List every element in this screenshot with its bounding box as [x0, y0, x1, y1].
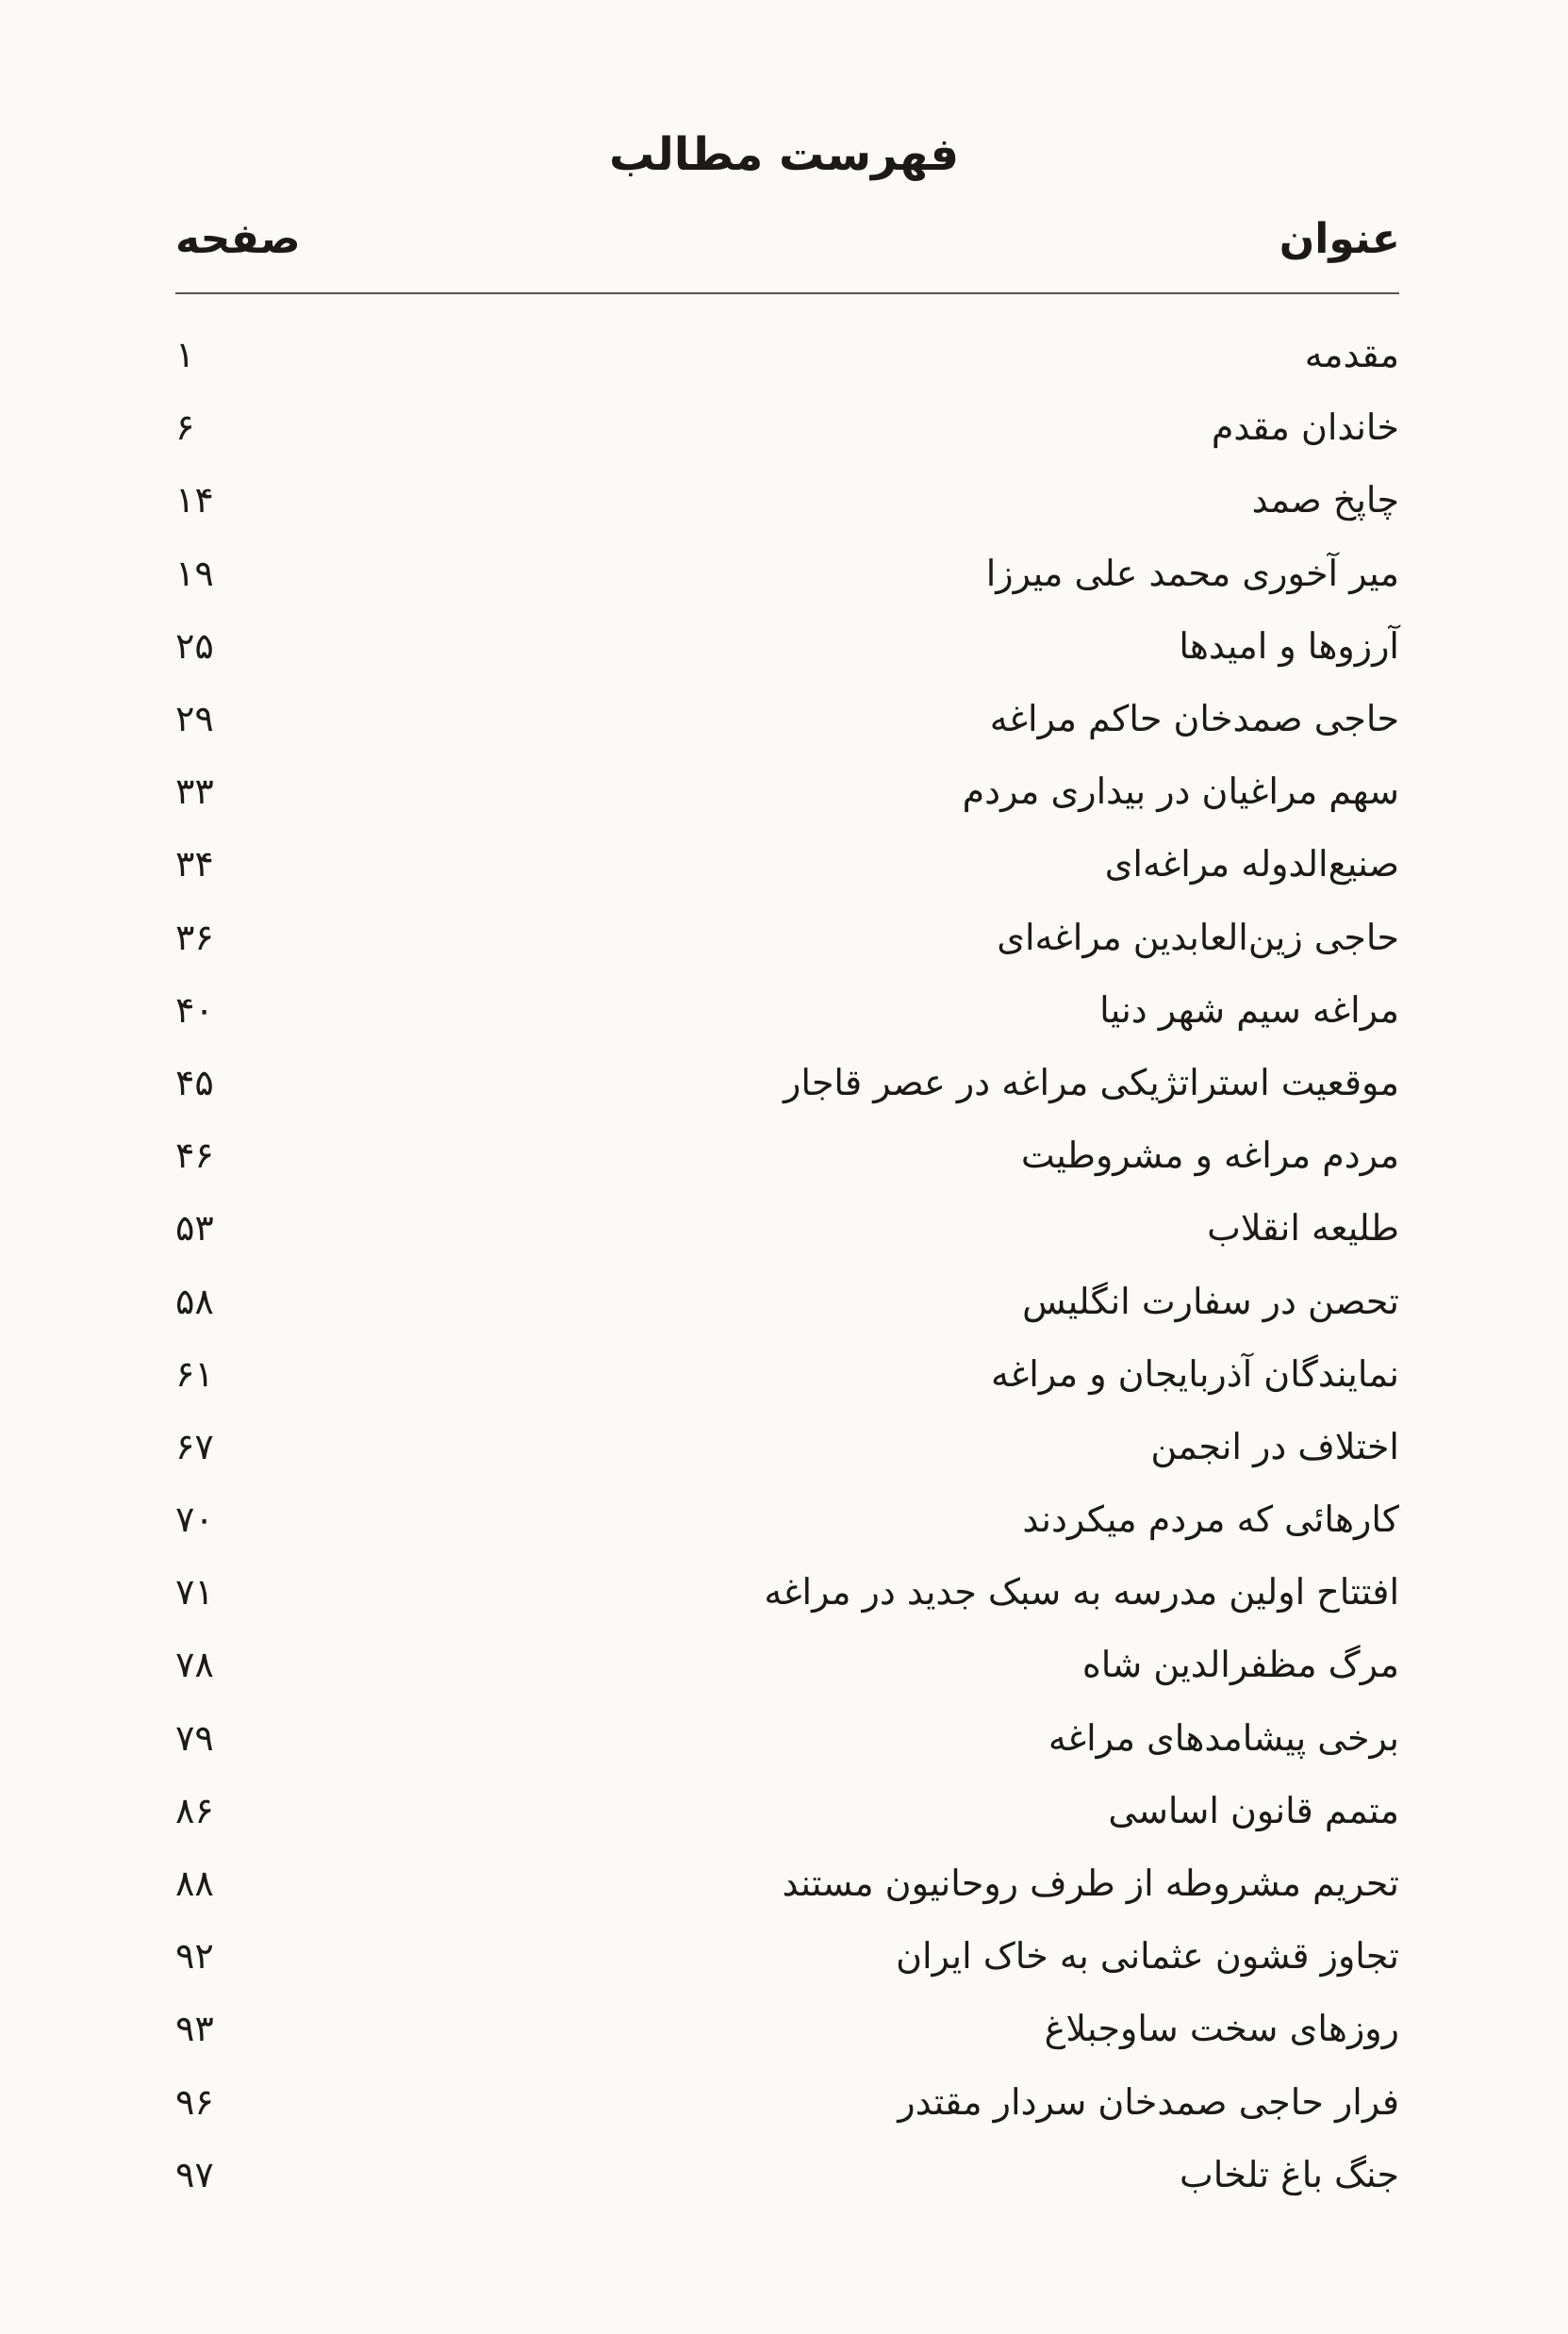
toc-entry — [175, 1993, 1399, 2065]
toc-entry-title: تحصن در سفارت انگلیس — [1022, 1280, 1399, 1322]
toc-entry — [175, 319, 1399, 391]
toc-entry-title: برخی پیشامدهای مراغه — [1048, 1716, 1399, 1759]
toc-entry-title: موقعیت استراتژیکی مراغه در عصر قاجار — [784, 1061, 1399, 1103]
toc-entry-title: حاجی صمدخان حاکم مراغه — [989, 698, 1399, 740]
toc-entry-page-number: ۳۴ — [175, 843, 214, 886]
header-divider — [175, 292, 1399, 294]
toc-entry — [175, 755, 1399, 828]
toc-entry — [175, 464, 1399, 537]
toc-entry-title: مرگ مظفرالدین شاه — [1081, 1644, 1399, 1686]
toc-entry-page-number: ۱ — [175, 334, 195, 376]
toc-entry-title: طلیعه انقلاب — [1207, 1207, 1399, 1250]
toc-entry-page-number: ۸۸ — [175, 1862, 214, 1905]
toc-entry-title: تجاوز قشون عثمانی به خاک ایران — [896, 1935, 1399, 1978]
toc-entry-page-number: ۷۸ — [175, 1644, 214, 1686]
toc-entry-page-number: ۴۰ — [175, 988, 214, 1031]
toc-entry — [175, 1920, 1399, 1993]
toc-entry-title: چاپخ صمد — [1251, 479, 1399, 521]
toc-entry-title: نمایندگان آذربایجان و مراغه — [991, 1352, 1399, 1395]
toc-entry — [175, 538, 1399, 610]
toc-entry-title: حاجی زین‌العابدین مراغه‌ای — [997, 916, 1399, 958]
toc-entry-page-number: ۷۰ — [175, 1498, 214, 1541]
column-header-title: عنوان — [1279, 215, 1400, 263]
toc-entry-page-number: ۲۹ — [175, 698, 214, 740]
toc-list — [175, 319, 1399, 2211]
toc-entry — [175, 1338, 1399, 1411]
toc-entry — [175, 1483, 1399, 1556]
toc-entry-title: مقدمه — [1304, 334, 1399, 376]
toc-entry-title: مردم مراغه و مشروطیت — [1020, 1134, 1399, 1177]
page-title: فهرست مطالب — [608, 128, 960, 181]
toc-entry-page-number: ۷۹ — [175, 1716, 214, 1759]
toc-entry — [175, 1702, 1399, 1775]
toc-entry — [175, 1556, 1399, 1629]
toc-entry — [175, 1265, 1399, 1337]
toc-entry-page-number: ۳۶ — [175, 916, 214, 958]
toc-entry-title: جنگ باغ تلخاب — [1180, 2153, 1399, 2195]
toc-entry-page-number: ۹۷ — [175, 2153, 214, 2195]
toc-entry — [175, 610, 1399, 683]
column-header-page: صفحه — [175, 215, 301, 263]
toc-entry-title: سهم مراغیان در بیداری مردم — [962, 770, 1399, 813]
toc-entry-title: فرار حاجی صمدخان سردار مقتدر — [898, 2080, 1399, 2123]
toc-entry-page-number: ۹۶ — [175, 2080, 214, 2123]
toc-entry-title: خاندان مقدم — [1211, 406, 1399, 449]
toc-entry-page-number: ۳۳ — [175, 770, 214, 813]
toc-entry — [175, 974, 1399, 1047]
toc-entry-title: مراغه سیم شهر دنیا — [1099, 988, 1399, 1031]
toc-entry — [175, 1047, 1399, 1119]
toc-entry — [175, 683, 1399, 755]
toc-entry-page-number: ۵۳ — [175, 1207, 214, 1250]
toc-entry-page-number: ۷۱ — [175, 1571, 214, 1614]
toc-entry-title: کارهائی که مردم میکردند — [1022, 1498, 1399, 1541]
toc-entry-title: روزهای سخت ساوجبلاغ — [1044, 2008, 1399, 2050]
toc-entry — [175, 1119, 1399, 1192]
toc-entry-page-number: ۶ — [175, 406, 195, 449]
toc-entry — [175, 2066, 1399, 2139]
toc-entry-title: صنیع‌الدوله مراغه‌ای — [1104, 843, 1399, 886]
toc-entry — [175, 2139, 1399, 2211]
toc-entry-title: میر آخوری محمد علی میرزا — [985, 552, 1399, 594]
toc-entry — [175, 1775, 1399, 1847]
toc-entry-page-number: ۴۶ — [175, 1134, 214, 1177]
toc-entry-title: متمم قانون اساسی — [1108, 1789, 1399, 1831]
toc-entry-page-number: ۲۵ — [175, 624, 214, 667]
toc-entry — [175, 1192, 1399, 1265]
toc-entry-title: افتتاح اولین مدرسه به سبک جدید در مراغه — [764, 1571, 1399, 1614]
toc-entry — [175, 828, 1399, 901]
toc-entry-title: تحریم مشروطه از طرف روحانیون مستند — [782, 1862, 1399, 1905]
toc-entry — [175, 1629, 1399, 1701]
toc-entry-page-number: ۴۵ — [175, 1061, 214, 1103]
toc-entry-page-number: ۵۸ — [175, 1280, 214, 1322]
toc-entry-page-number: ۶۱ — [175, 1352, 214, 1395]
toc-entry-page-number: ۹۳ — [175, 2008, 214, 2050]
toc-entry-title: اختلاف در انجمن — [1150, 1425, 1399, 1467]
toc-entry — [175, 1411, 1399, 1483]
toc-entry-page-number: ۱۴ — [175, 479, 214, 521]
toc-entry-page-number: ۸۶ — [175, 1789, 214, 1831]
toc-entry-page-number: ۶۷ — [175, 1425, 214, 1467]
toc-entry-page-number: ۹۲ — [175, 1935, 214, 1978]
toc-entry-title: آرزوها و امیدها — [1179, 624, 1399, 667]
toc-entry — [175, 391, 1399, 464]
toc-entry — [175, 902, 1399, 974]
toc-entry-page-number: ۱۹ — [175, 552, 214, 594]
toc-entry — [175, 1847, 1399, 1920]
